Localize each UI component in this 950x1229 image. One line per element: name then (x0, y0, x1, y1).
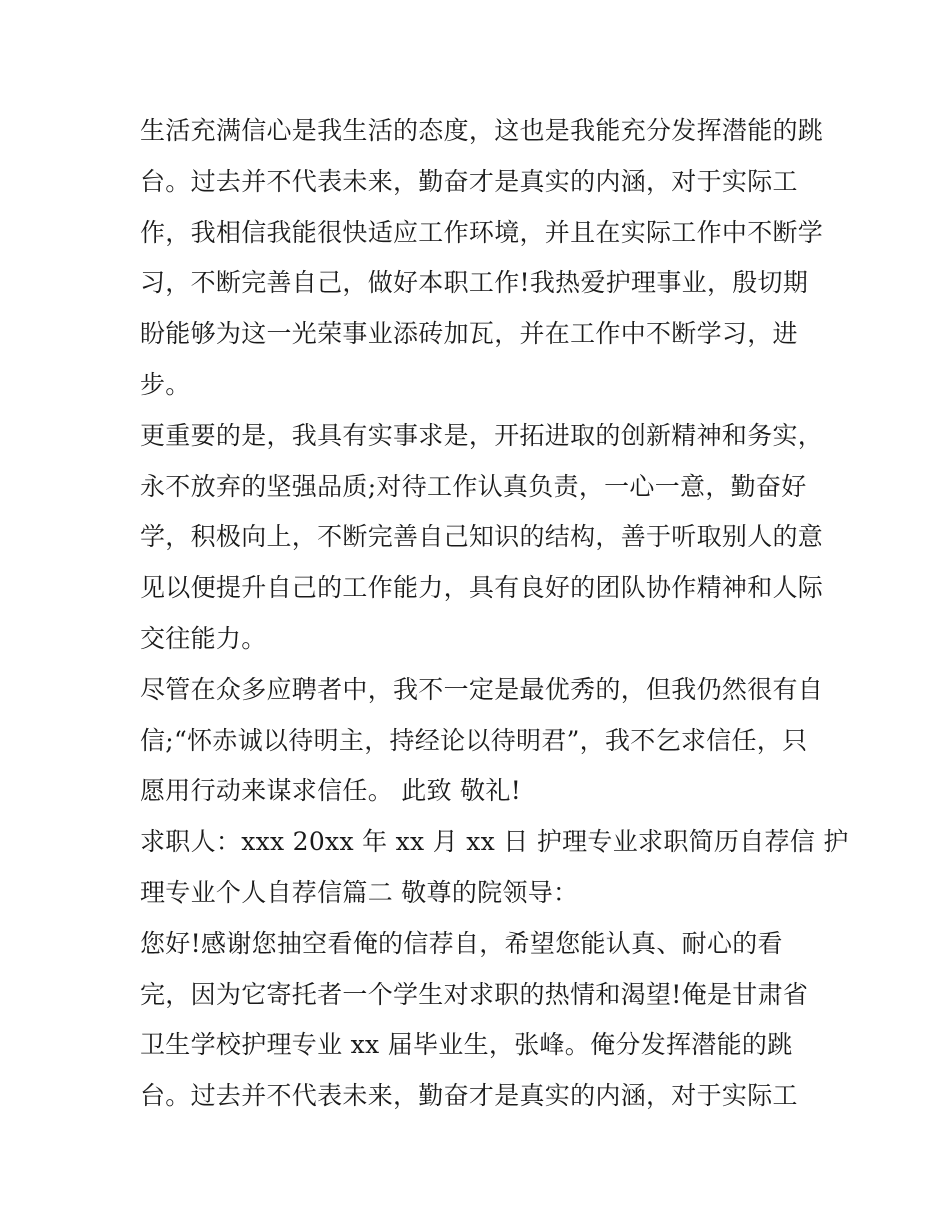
text-line: 求职人：xxx 20xx 年 xx 月 xx 日 护理专业求职简历自荐信 护 (140, 827, 849, 857)
text-line: 学，积极向上，不断完善自己知识的结构，善于听取别人的意 (140, 522, 824, 552)
text-line: 完，因为它寄托者一个学生对求职的热情和渴望!俺是甘肃省 (140, 979, 809, 1009)
text-line: 习，不断完善自己，做好本职工作!我热爱护理事业，殷切期 (140, 268, 809, 298)
text-line: 台。过去并不代表未来，勤奋才是真实的内涵，对于实际工 (140, 1081, 798, 1111)
letter-body (140, 106, 849, 1122)
text-line: 见以便提升自己的工作能力，具有良好的团队协作精神和人际 (140, 573, 824, 603)
text-line: 信;“怀赤诚以待明主，持经论以待明君”，我不乞求信任，只 (140, 725, 808, 755)
text-line: 交往能力。 (140, 623, 267, 653)
text-line: 更重要的是，我具有实事求是，开拓进取的创新精神和务实， (140, 420, 824, 450)
text-line: 步。 (140, 369, 191, 399)
text-line: 您好!感谢您抽空看俺的信荐自，希望您能认真、耐心的看 (140, 928, 783, 958)
text-line: 台。过去并不代表未来，勤奋才是真实的内涵，对于实际工 (140, 166, 798, 196)
text-line: 愿用行动来谋求信任。 此致 敬礼! (140, 776, 522, 806)
text-line: 永不放弃的坚强品质;对待工作认真负责，一心一意，勤奋好 (140, 471, 807, 501)
text-line: 作，我相信我能很快适应工作环境，并且在实际工作中不断学 (140, 217, 824, 247)
text-line: 盼能够为这一光荣事业添砖加瓦，并在工作中不断学习，进 (140, 319, 798, 349)
text-line: 生活充满信心是我生活的态度，这也是我能充分发挥潜能的跳 (140, 116, 824, 145)
text-line: 理专业个人自荐信篇二 敬尊的院领导： (140, 877, 579, 907)
text-line: 尽管在众多应聘者中，我不一定是最优秀的，但我仍然很有自 (140, 674, 824, 704)
text-line: 卫生学校护理专业 xx 届毕业生，张峰。俺分发挥潜能的跳 (140, 1030, 793, 1060)
